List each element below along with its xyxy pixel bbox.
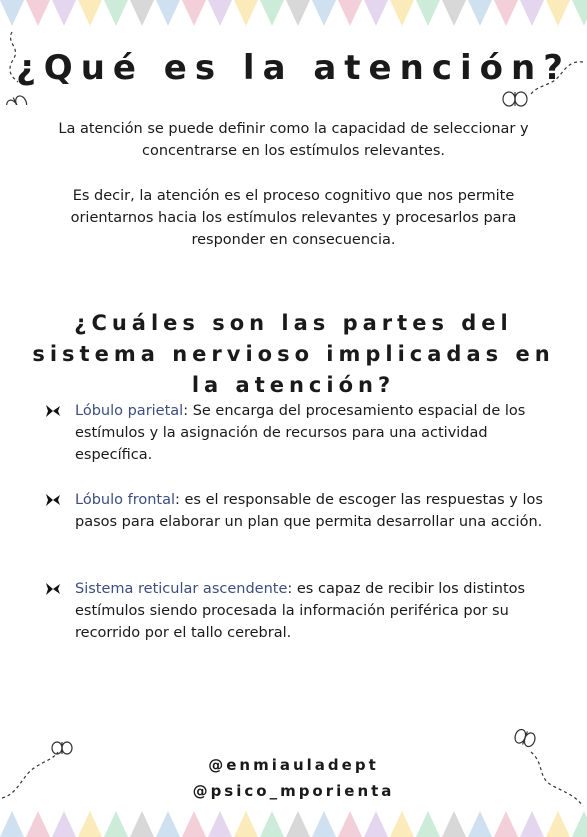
bunting-pennant	[416, 0, 440, 26]
bunting-pennant	[546, 811, 570, 837]
list-item	[44, 400, 554, 466]
bunting-pennant	[286, 0, 310, 26]
butterfly-icon	[44, 582, 62, 596]
bottom-bunting	[0, 807, 587, 837]
bunting-pennant	[0, 811, 24, 837]
bunting-pennant	[364, 0, 388, 26]
explanation-paragraph: Es decir, la atención es el proceso cognitivo que nos permite orientarnos hacia los estímulos relevantes y procesarlos para responder en consecuencia.	[70, 188, 517, 248]
list-item	[44, 578, 554, 644]
bunting-pennant	[78, 0, 102, 26]
social-handles	[0, 752, 587, 804]
definition-paragraph: La atención se puede definir como la capacidad de seleccionar y concentrarse en los estímulos relevantes.	[58, 121, 529, 159]
bunting-pennant	[364, 811, 388, 837]
bunting-pennant	[156, 0, 180, 26]
bunting-pennant	[26, 0, 50, 26]
bunting-pennant	[208, 0, 232, 26]
bunting-pennant	[104, 0, 128, 26]
bunting-pennant	[156, 811, 180, 837]
part-term: Lóbulo frontal	[75, 492, 176, 508]
bunting-pennant	[52, 0, 76, 26]
bunting-pennant	[338, 0, 362, 26]
handle-enmiauladept: @enmiauladept	[208, 756, 379, 774]
bunting-pennant	[572, 811, 587, 837]
bunting-pennant	[234, 0, 258, 26]
bunting-pennant	[572, 0, 587, 26]
bunting-pennant	[260, 0, 284, 26]
butterfly-icon	[44, 493, 62, 507]
bunting-pennant	[208, 811, 232, 837]
part-description: : Se encarga del procesamiento espacial de los estímulos y la asignación de recursos para una actividad específica.	[75, 403, 526, 463]
bunting-pennant	[442, 811, 466, 837]
section-title: ¿Cuáles son las partes del sistema nervioso implicadas en la atención?	[32, 311, 555, 397]
bunting-pennant	[468, 811, 492, 837]
bunting-pennant	[416, 811, 440, 837]
bunting-pennant	[520, 0, 544, 26]
page-title: ¿Qué es la atención?	[16, 48, 571, 88]
bunting-pennant	[260, 811, 284, 837]
bunting-pennant	[130, 0, 154, 26]
bunting-pennant	[494, 0, 518, 26]
bunting-pennant	[546, 0, 570, 26]
bunting-pennant	[286, 811, 310, 837]
bunting-pennant	[78, 811, 102, 837]
part-description: : es el responsable de escoger las respuestas y los pasos para elaborar un plan que permita desarrollar una acción.	[75, 492, 543, 530]
part-term: Sistema reticular ascendente	[75, 581, 288, 597]
part-term: Lóbulo parietal	[75, 403, 184, 419]
bunting-pennant	[494, 811, 518, 837]
bunting-pennant	[442, 0, 466, 26]
bunting-pennant	[26, 811, 50, 837]
bunting-pennant	[520, 811, 544, 837]
bunting-pennant	[468, 0, 492, 26]
bunting-pennant	[390, 0, 414, 26]
handle-psico-mporienta: @psico_mporienta	[192, 782, 395, 800]
bunting-pennant	[234, 811, 258, 837]
bunting-pennant	[338, 811, 362, 837]
list-item	[44, 489, 554, 533]
bunting-pennant	[182, 0, 206, 26]
top-bunting	[0, 0, 587, 30]
bunting-pennant	[312, 0, 336, 26]
bunting-pennant	[390, 811, 414, 837]
butterfly-icon	[44, 404, 62, 418]
bunting-pennant	[0, 0, 24, 26]
part-description: : es capaz de recibir los distintos estímulos siendo procesada la información periférica por su recorrido por el tallo cerebral.	[75, 581, 526, 641]
bunting-pennant	[52, 811, 76, 837]
bunting-pennant	[312, 811, 336, 837]
bunting-pennant	[182, 811, 206, 837]
bunting-pennant	[130, 811, 154, 837]
bunting-pennant	[104, 811, 128, 837]
